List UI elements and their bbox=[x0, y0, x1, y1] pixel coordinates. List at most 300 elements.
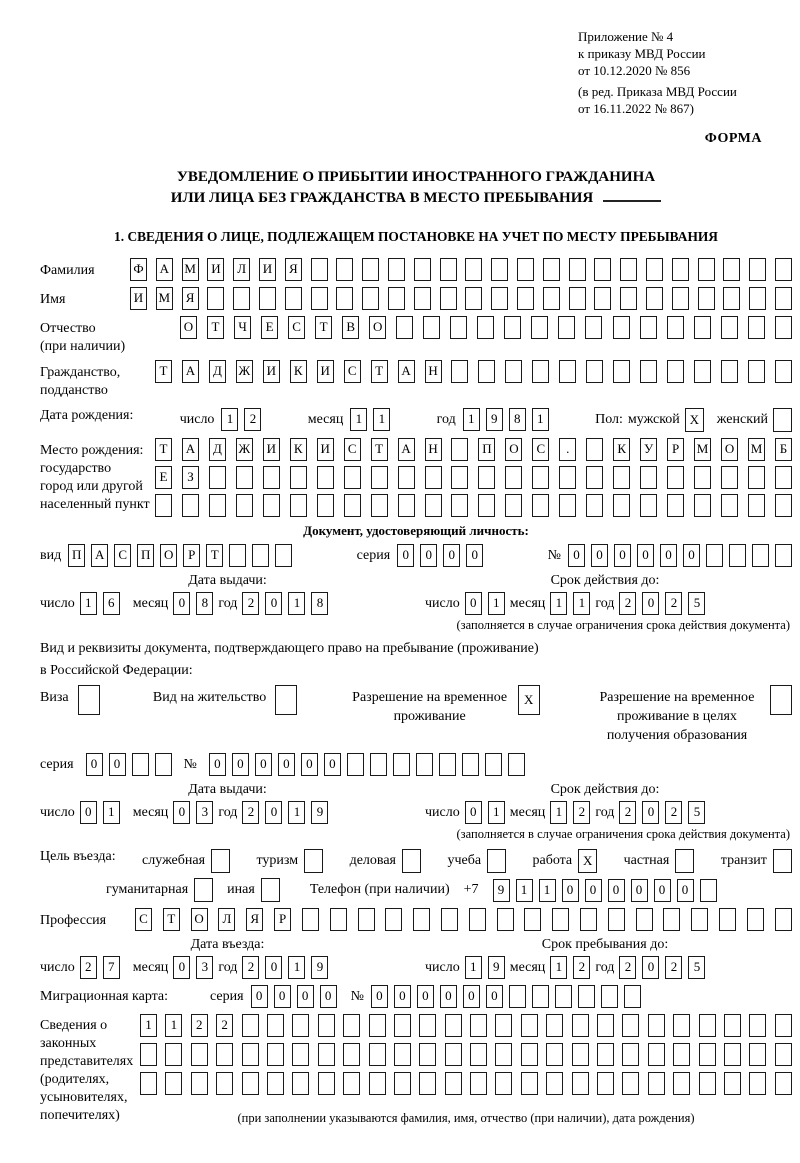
char-box[interactable] bbox=[233, 287, 250, 310]
char-box[interactable]: Я bbox=[246, 908, 263, 931]
purpose-study-checkbox[interactable] bbox=[487, 849, 506, 873]
char-box[interactable] bbox=[694, 466, 711, 489]
char-box[interactable]: 1 bbox=[221, 408, 238, 431]
char-box[interactable] bbox=[317, 466, 334, 489]
char-box[interactable] bbox=[267, 1014, 284, 1037]
char-box[interactable] bbox=[749, 287, 766, 310]
char-box[interactable] bbox=[597, 1072, 614, 1095]
char-box[interactable] bbox=[694, 316, 711, 339]
char-box[interactable]: 0 bbox=[397, 544, 414, 567]
char-box[interactable]: 0 bbox=[301, 753, 318, 776]
char-box[interactable]: 9 bbox=[488, 956, 505, 979]
char-box[interactable]: 0 bbox=[173, 801, 190, 824]
char-box[interactable] bbox=[724, 1043, 741, 1066]
char-box[interactable] bbox=[691, 908, 708, 931]
char-box[interactable] bbox=[302, 908, 319, 931]
char-box[interactable] bbox=[165, 1043, 182, 1066]
char-box[interactable]: Д bbox=[209, 360, 226, 383]
char-box[interactable] bbox=[451, 466, 468, 489]
char-box[interactable]: С bbox=[114, 544, 131, 567]
char-box[interactable]: Е bbox=[155, 466, 172, 489]
char-box[interactable]: 2 bbox=[665, 956, 682, 979]
char-box[interactable]: 0 bbox=[86, 753, 103, 776]
char-box[interactable]: 1 bbox=[488, 801, 505, 824]
char-box[interactable] bbox=[578, 985, 595, 1008]
char-box[interactable]: 5 bbox=[688, 801, 705, 824]
char-box[interactable]: Р bbox=[183, 544, 200, 567]
char-box[interactable] bbox=[242, 1072, 259, 1095]
char-box[interactable]: 2 bbox=[665, 801, 682, 824]
char-box[interactable]: О bbox=[369, 316, 386, 339]
char-box[interactable] bbox=[775, 494, 792, 517]
char-box[interactable]: К bbox=[613, 438, 630, 461]
char-box[interactable] bbox=[569, 287, 586, 310]
purpose-tourism-checkbox[interactable] bbox=[304, 849, 323, 873]
char-box[interactable]: А bbox=[398, 438, 415, 461]
char-box[interactable]: Т bbox=[206, 544, 223, 567]
char-box[interactable]: 1 bbox=[516, 879, 533, 902]
char-box[interactable] bbox=[622, 1072, 639, 1095]
char-box[interactable] bbox=[543, 287, 560, 310]
char-box[interactable]: 2 bbox=[573, 801, 590, 824]
char-box[interactable]: 9 bbox=[493, 879, 510, 902]
char-box[interactable] bbox=[648, 1014, 665, 1037]
char-box[interactable]: 0 bbox=[637, 544, 654, 567]
char-box[interactable]: С bbox=[532, 438, 549, 461]
char-box[interactable] bbox=[362, 287, 379, 310]
char-box[interactable] bbox=[165, 1072, 182, 1095]
char-box[interactable]: Т bbox=[371, 438, 388, 461]
char-box[interactable] bbox=[699, 1072, 716, 1095]
char-box[interactable]: 0 bbox=[677, 879, 694, 902]
char-box[interactable] bbox=[585, 316, 602, 339]
char-box[interactable] bbox=[209, 494, 226, 517]
char-box[interactable]: 0 bbox=[278, 753, 295, 776]
char-box[interactable]: Д bbox=[209, 438, 226, 461]
char-box[interactable]: 0 bbox=[642, 956, 659, 979]
char-box[interactable]: 2 bbox=[665, 592, 682, 615]
char-box[interactable] bbox=[748, 360, 765, 383]
char-box[interactable] bbox=[292, 1014, 309, 1037]
char-box[interactable] bbox=[748, 494, 765, 517]
char-box[interactable] bbox=[775, 287, 792, 310]
purpose-work-checkbox[interactable]: X bbox=[578, 849, 597, 873]
char-box[interactable] bbox=[414, 258, 431, 281]
char-box[interactable]: П bbox=[137, 544, 154, 567]
char-box[interactable]: 0 bbox=[466, 544, 483, 567]
char-box[interactable] bbox=[290, 466, 307, 489]
char-box[interactable] bbox=[775, 544, 792, 567]
char-box[interactable]: 2 bbox=[216, 1014, 233, 1037]
char-box[interactable] bbox=[330, 908, 347, 931]
char-box[interactable]: 1 bbox=[463, 408, 480, 431]
char-box[interactable]: Ж bbox=[236, 360, 253, 383]
char-box[interactable] bbox=[505, 466, 522, 489]
char-box[interactable] bbox=[343, 1014, 360, 1037]
char-box[interactable] bbox=[370, 753, 387, 776]
char-box[interactable]: 2 bbox=[191, 1014, 208, 1037]
char-box[interactable]: Я bbox=[182, 287, 199, 310]
char-box[interactable]: 6 bbox=[103, 592, 120, 615]
char-box[interactable] bbox=[344, 466, 361, 489]
char-box[interactable]: 3 bbox=[196, 956, 213, 979]
char-box[interactable]: С bbox=[344, 438, 361, 461]
char-box[interactable]: М bbox=[694, 438, 711, 461]
char-box[interactable]: 8 bbox=[509, 408, 526, 431]
char-box[interactable]: 0 bbox=[265, 956, 282, 979]
char-box[interactable] bbox=[445, 1043, 462, 1066]
char-box[interactable] bbox=[504, 316, 521, 339]
char-box[interactable] bbox=[586, 438, 603, 461]
char-box[interactable] bbox=[285, 287, 302, 310]
char-box[interactable]: 0 bbox=[394, 985, 411, 1008]
char-box[interactable]: Т bbox=[207, 316, 224, 339]
char-box[interactable] bbox=[318, 1072, 335, 1095]
residence-permit-checkbox[interactable] bbox=[275, 685, 297, 715]
char-box[interactable] bbox=[371, 494, 388, 517]
char-box[interactable] bbox=[491, 258, 508, 281]
purpose-private-checkbox[interactable] bbox=[675, 849, 694, 873]
char-box[interactable] bbox=[597, 1014, 614, 1037]
purpose-other-checkbox[interactable] bbox=[261, 878, 280, 902]
char-box[interactable] bbox=[667, 494, 684, 517]
char-box[interactable] bbox=[242, 1043, 259, 1066]
char-box[interactable]: 0 bbox=[642, 592, 659, 615]
char-box[interactable] bbox=[559, 494, 576, 517]
char-box[interactable]: К bbox=[290, 360, 307, 383]
char-box[interactable]: 1 bbox=[103, 801, 120, 824]
char-box[interactable] bbox=[543, 258, 560, 281]
char-box[interactable] bbox=[419, 1072, 436, 1095]
char-box[interactable] bbox=[729, 544, 746, 567]
char-box[interactable] bbox=[521, 1072, 538, 1095]
char-box[interactable]: 0 bbox=[371, 985, 388, 1008]
char-box[interactable] bbox=[663, 908, 680, 931]
char-box[interactable]: 0 bbox=[486, 985, 503, 1008]
blank-underline[interactable] bbox=[603, 189, 661, 202]
char-box[interactable]: 1 bbox=[550, 956, 567, 979]
char-box[interactable] bbox=[414, 287, 431, 310]
char-box[interactable] bbox=[721, 494, 738, 517]
char-box[interactable]: 0 bbox=[465, 592, 482, 615]
char-box[interactable]: С bbox=[344, 360, 361, 383]
char-box[interactable]: 0 bbox=[608, 879, 625, 902]
char-box[interactable] bbox=[613, 466, 630, 489]
char-box[interactable]: О bbox=[505, 438, 522, 461]
char-box[interactable]: 0 bbox=[324, 753, 341, 776]
char-box[interactable] bbox=[673, 1014, 690, 1037]
char-box[interactable] bbox=[546, 1043, 563, 1066]
char-box[interactable] bbox=[597, 1043, 614, 1066]
char-box[interactable] bbox=[267, 1043, 284, 1066]
char-box[interactable]: 0 bbox=[660, 544, 677, 567]
char-box[interactable] bbox=[721, 316, 738, 339]
char-box[interactable]: Е bbox=[261, 316, 278, 339]
purpose-official-checkbox[interactable] bbox=[211, 849, 230, 873]
char-box[interactable] bbox=[439, 753, 456, 776]
char-box[interactable] bbox=[648, 1072, 665, 1095]
char-box[interactable]: П bbox=[68, 544, 85, 567]
char-box[interactable] bbox=[394, 1043, 411, 1066]
char-box[interactable] bbox=[694, 494, 711, 517]
char-box[interactable] bbox=[694, 360, 711, 383]
char-box[interactable] bbox=[509, 985, 526, 1008]
char-box[interactable]: 0 bbox=[265, 592, 282, 615]
char-box[interactable]: 0 bbox=[568, 544, 585, 567]
char-box[interactable]: П bbox=[478, 438, 495, 461]
char-box[interactable] bbox=[531, 316, 548, 339]
char-box[interactable] bbox=[747, 908, 764, 931]
char-box[interactable]: 0 bbox=[209, 753, 226, 776]
char-box[interactable] bbox=[601, 985, 618, 1008]
char-box[interactable]: 0 bbox=[614, 544, 631, 567]
char-box[interactable] bbox=[155, 753, 172, 776]
char-box[interactable]: З bbox=[182, 466, 199, 489]
char-box[interactable] bbox=[622, 1043, 639, 1066]
char-box[interactable] bbox=[478, 360, 495, 383]
char-box[interactable] bbox=[524, 908, 541, 931]
char-box[interactable] bbox=[343, 1043, 360, 1066]
char-box[interactable] bbox=[622, 1014, 639, 1037]
char-box[interactable] bbox=[748, 316, 765, 339]
char-box[interactable]: 1 bbox=[532, 408, 549, 431]
char-box[interactable]: 0 bbox=[274, 985, 291, 1008]
char-box[interactable]: А bbox=[91, 544, 108, 567]
char-box[interactable] bbox=[462, 753, 479, 776]
char-box[interactable]: У bbox=[640, 438, 657, 461]
char-box[interactable] bbox=[672, 287, 689, 310]
char-box[interactable]: 0 bbox=[443, 544, 460, 567]
char-box[interactable] bbox=[451, 438, 468, 461]
char-box[interactable]: 0 bbox=[591, 544, 608, 567]
char-box[interactable] bbox=[318, 1014, 335, 1037]
char-box[interactable] bbox=[699, 1014, 716, 1037]
char-box[interactable] bbox=[413, 908, 430, 931]
char-box[interactable] bbox=[532, 494, 549, 517]
char-box[interactable] bbox=[440, 258, 457, 281]
char-box[interactable]: Н bbox=[425, 360, 442, 383]
char-box[interactable] bbox=[721, 360, 738, 383]
char-box[interactable] bbox=[311, 287, 328, 310]
char-box[interactable] bbox=[259, 287, 276, 310]
char-box[interactable]: 5 bbox=[688, 956, 705, 979]
char-box[interactable]: 1 bbox=[288, 592, 305, 615]
char-box[interactable] bbox=[719, 908, 736, 931]
char-box[interactable] bbox=[724, 1072, 741, 1095]
char-box[interactable] bbox=[517, 287, 534, 310]
char-box[interactable] bbox=[419, 1043, 436, 1066]
char-box[interactable]: Ж bbox=[236, 438, 253, 461]
char-box[interactable] bbox=[440, 287, 457, 310]
char-box[interactable] bbox=[640, 316, 657, 339]
char-box[interactable] bbox=[465, 287, 482, 310]
char-box[interactable]: 2 bbox=[619, 592, 636, 615]
char-box[interactable]: 1 bbox=[288, 956, 305, 979]
char-box[interactable] bbox=[451, 360, 468, 383]
char-box[interactable]: И bbox=[259, 258, 276, 281]
visa-checkbox[interactable] bbox=[78, 685, 100, 715]
char-box[interactable] bbox=[673, 1043, 690, 1066]
char-box[interactable]: И bbox=[207, 258, 224, 281]
char-box[interactable] bbox=[640, 494, 657, 517]
char-box[interactable]: 1 bbox=[550, 592, 567, 615]
char-box[interactable]: 1 bbox=[140, 1014, 157, 1037]
char-box[interactable] bbox=[775, 1072, 792, 1095]
char-box[interactable]: 2 bbox=[242, 801, 259, 824]
char-box[interactable] bbox=[252, 544, 269, 567]
char-box[interactable] bbox=[292, 1043, 309, 1066]
char-box[interactable] bbox=[521, 1014, 538, 1037]
char-box[interactable] bbox=[667, 316, 684, 339]
char-box[interactable] bbox=[358, 908, 375, 931]
char-box[interactable]: 1 bbox=[80, 592, 97, 615]
char-box[interactable] bbox=[191, 1043, 208, 1066]
char-box[interactable] bbox=[558, 316, 575, 339]
char-box[interactable]: О bbox=[721, 438, 738, 461]
char-box[interactable]: 9 bbox=[486, 408, 503, 431]
char-box[interactable]: К bbox=[290, 438, 307, 461]
char-box[interactable]: 1 bbox=[550, 801, 567, 824]
char-box[interactable]: Т bbox=[155, 438, 172, 461]
char-box[interactable] bbox=[546, 1072, 563, 1095]
char-box[interactable] bbox=[369, 1014, 386, 1037]
char-box[interactable] bbox=[423, 316, 440, 339]
char-box[interactable]: А bbox=[156, 258, 173, 281]
char-box[interactable] bbox=[620, 258, 637, 281]
char-box[interactable]: 0 bbox=[585, 879, 602, 902]
char-box[interactable] bbox=[155, 494, 172, 517]
char-box[interactable]: В bbox=[342, 316, 359, 339]
char-box[interactable] bbox=[580, 908, 597, 931]
char-box[interactable] bbox=[572, 1014, 589, 1037]
char-box[interactable] bbox=[393, 753, 410, 776]
char-box[interactable]: 2 bbox=[619, 801, 636, 824]
char-box[interactable] bbox=[572, 1043, 589, 1066]
char-box[interactable]: 1 bbox=[373, 408, 390, 431]
char-box[interactable] bbox=[586, 466, 603, 489]
char-box[interactable] bbox=[586, 360, 603, 383]
char-box[interactable]: 2 bbox=[573, 956, 590, 979]
char-box[interactable] bbox=[723, 258, 740, 281]
char-box[interactable] bbox=[749, 1072, 766, 1095]
char-box[interactable] bbox=[532, 360, 549, 383]
char-box[interactable] bbox=[344, 494, 361, 517]
char-box[interactable] bbox=[450, 316, 467, 339]
char-box[interactable] bbox=[495, 1043, 512, 1066]
char-box[interactable] bbox=[388, 287, 405, 310]
char-box[interactable]: 0 bbox=[255, 753, 272, 776]
char-box[interactable]: 0 bbox=[562, 879, 579, 902]
char-box[interactable] bbox=[505, 360, 522, 383]
char-box[interactable]: 0 bbox=[80, 801, 97, 824]
char-box[interactable]: М bbox=[156, 287, 173, 310]
char-box[interactable] bbox=[441, 908, 458, 931]
char-box[interactable]: 0 bbox=[173, 592, 190, 615]
char-box[interactable] bbox=[182, 494, 199, 517]
char-box[interactable] bbox=[699, 1043, 716, 1066]
char-box[interactable] bbox=[586, 494, 603, 517]
char-box[interactable] bbox=[275, 544, 292, 567]
char-box[interactable]: Т bbox=[315, 316, 332, 339]
char-box[interactable] bbox=[646, 258, 663, 281]
char-box[interactable] bbox=[613, 316, 630, 339]
char-box[interactable] bbox=[242, 1014, 259, 1037]
char-box[interactable] bbox=[559, 466, 576, 489]
char-box[interactable] bbox=[263, 466, 280, 489]
char-box[interactable] bbox=[478, 494, 495, 517]
char-box[interactable] bbox=[775, 316, 792, 339]
char-box[interactable]: 0 bbox=[631, 879, 648, 902]
char-box[interactable] bbox=[416, 753, 433, 776]
char-box[interactable] bbox=[572, 1072, 589, 1095]
char-box[interactable] bbox=[470, 1043, 487, 1066]
char-box[interactable]: Т bbox=[163, 908, 180, 931]
char-box[interactable]: Я bbox=[285, 258, 302, 281]
char-box[interactable]: 0 bbox=[417, 985, 434, 1008]
char-box[interactable] bbox=[775, 1014, 792, 1037]
char-box[interactable] bbox=[362, 258, 379, 281]
char-box[interactable] bbox=[388, 258, 405, 281]
char-box[interactable]: 0 bbox=[173, 956, 190, 979]
char-box[interactable] bbox=[236, 466, 253, 489]
char-box[interactable] bbox=[700, 879, 717, 902]
char-box[interactable]: 1 bbox=[539, 879, 556, 902]
char-box[interactable]: А bbox=[182, 360, 199, 383]
char-box[interactable] bbox=[491, 287, 508, 310]
char-box[interactable]: 0 bbox=[642, 801, 659, 824]
char-box[interactable] bbox=[721, 466, 738, 489]
char-box[interactable]: 0 bbox=[683, 544, 700, 567]
char-box[interactable]: С bbox=[135, 908, 152, 931]
char-box[interactable] bbox=[555, 985, 572, 1008]
char-box[interactable] bbox=[371, 466, 388, 489]
char-box[interactable] bbox=[478, 466, 495, 489]
char-box[interactable] bbox=[608, 908, 625, 931]
char-box[interactable]: 0 bbox=[320, 985, 337, 1008]
char-box[interactable] bbox=[495, 1072, 512, 1095]
char-box[interactable]: М bbox=[748, 438, 765, 461]
char-box[interactable] bbox=[419, 1014, 436, 1037]
char-box[interactable]: Л bbox=[218, 908, 235, 931]
char-box[interactable] bbox=[698, 287, 715, 310]
char-box[interactable] bbox=[347, 753, 364, 776]
char-box[interactable] bbox=[229, 544, 246, 567]
char-box[interactable] bbox=[640, 466, 657, 489]
char-box[interactable] bbox=[620, 287, 637, 310]
char-box[interactable] bbox=[594, 287, 611, 310]
char-box[interactable] bbox=[569, 258, 586, 281]
char-box[interactable] bbox=[521, 1043, 538, 1066]
char-box[interactable] bbox=[613, 360, 630, 383]
char-box[interactable] bbox=[470, 1072, 487, 1095]
char-box[interactable] bbox=[477, 316, 494, 339]
temp-residence-checkbox[interactable]: X bbox=[518, 685, 540, 715]
char-box[interactable] bbox=[207, 287, 224, 310]
char-box[interactable]: О bbox=[191, 908, 208, 931]
char-box[interactable]: Ф bbox=[130, 258, 147, 281]
char-box[interactable] bbox=[140, 1043, 157, 1066]
char-box[interactable]: Н bbox=[425, 438, 442, 461]
char-box[interactable] bbox=[624, 985, 641, 1008]
char-box[interactable] bbox=[311, 258, 328, 281]
char-box[interactable]: 1 bbox=[350, 408, 367, 431]
char-box[interactable] bbox=[672, 258, 689, 281]
char-box[interactable] bbox=[318, 1043, 335, 1066]
char-box[interactable]: 8 bbox=[311, 592, 328, 615]
char-box[interactable]: И bbox=[130, 287, 147, 310]
char-box[interactable] bbox=[636, 908, 653, 931]
char-box[interactable] bbox=[385, 908, 402, 931]
